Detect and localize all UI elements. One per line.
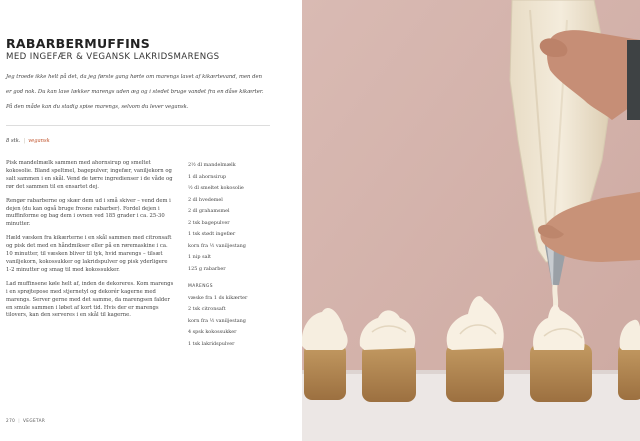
ingredient: 2 dl hvedemel xyxy=(188,196,223,203)
page-number: 270 xyxy=(6,418,16,423)
ingredient: 125 g rabarber xyxy=(188,265,226,272)
ingredient: 1 nip salt xyxy=(188,254,212,260)
meringue-ingredient: 4 spsk kokossukker xyxy=(188,329,237,335)
method-step: Lad muffinsene køle helt af, inden de dekoreres. Kom marengs i en sprøjtepose med stjernetyl og dekorér kagerne med marengs. Server gerne med det samme, da marengsen falder en smule sammen i løbet af kort tid. Hvis der er marengs tilovers, kan den serveres i en skål til kagerne. xyxy=(6,280,174,319)
recipe-photo xyxy=(302,0,640,441)
intro-line: På den måde kan du stadig spise marengs, selvom du lever vegansk. xyxy=(6,104,189,110)
intro-line: er god nok. Du kan lave lækker marengs uden æg og i stedet bruge vandet fra en dåse kikærter. xyxy=(6,89,264,95)
ingredient: 2 tsk bagepulver xyxy=(188,219,230,226)
method-step: Hæld væsken fra kikærterne i en skål sammen med citronsaft og pisk det med en håndmikser eller på en røremaskine i ca. 10 minutter, til væsken bliver til tyk, hvid marengs – tilsæt vaniljekorn, kokossukker og lakridspulver og pisk yderligere 1-2 minutter og smag til med kokossukker. xyxy=(6,235,172,273)
method-step: Rengør rabarberne og skær dem ud i små skiver – vend dem i dejen (du kan også bruge frosne rabarber). Fordel dejen i muffinforme og bag dem i ovnen ved 185 grader i ca. 25-30 minutter. xyxy=(6,197,171,228)
recipe-page xyxy=(0,0,302,441)
recipe-title: RABARBERMUFFINS xyxy=(6,36,151,51)
divider xyxy=(6,125,270,126)
diet-tag: vegansk xyxy=(28,138,50,144)
serving-separator: | xyxy=(23,138,26,144)
ingredient: 2 dl grahamsmel xyxy=(188,208,230,214)
meringue-ingredient: 2 tsk citronsaft xyxy=(188,306,226,312)
photo-illustration xyxy=(302,0,640,441)
recipe-subtitle: MED INGEFÆR & VEGANSK LAKRIDSMARENGS xyxy=(6,52,220,62)
folio-separator: | xyxy=(18,418,21,423)
meringue-ingredient: korn fra ½ vaniljestang xyxy=(188,317,246,324)
muffin xyxy=(302,308,348,400)
ingredient: ½ dl smeltet kokosolie xyxy=(188,185,244,191)
serving-info xyxy=(6,138,50,144)
ingredient-list xyxy=(188,160,284,350)
meringue-ingredient: 1 tsk lakridspulver xyxy=(188,340,235,347)
serving-count: 8 stk. xyxy=(6,138,21,144)
ingredient: 1 tsk stødt ingefær xyxy=(188,231,236,237)
section-name: VEGETAR xyxy=(23,418,46,423)
muffin xyxy=(360,310,416,402)
ingredient: 1 dl ahornsirup xyxy=(188,173,227,180)
recipe-intro xyxy=(6,70,276,115)
ingredient: 2½ dl mandelmælk xyxy=(188,162,236,168)
page-folio xyxy=(6,418,45,423)
ingredient: korn fra ½ vaniljestang xyxy=(188,242,246,249)
meringue-ingredient: væske fra 1 ds kikærter xyxy=(188,294,248,301)
method-step: Pisk mandelmælk sammen med ahornsirup og smeltet kokosolie. Bland speltmel, bagepulver, ingefær, vaniljekorn og salt sammen i en skål. Vend de tørre ingredienser i de våde og rør det sammen til en ensartet dej. xyxy=(6,160,173,190)
meringue-heading: MARENGS xyxy=(188,284,213,289)
intro-line: Jeg troede ikke helt på det, da jeg første gang hørte om marengs lavet af kikærtevand, men den xyxy=(6,74,262,80)
method xyxy=(6,160,174,326)
